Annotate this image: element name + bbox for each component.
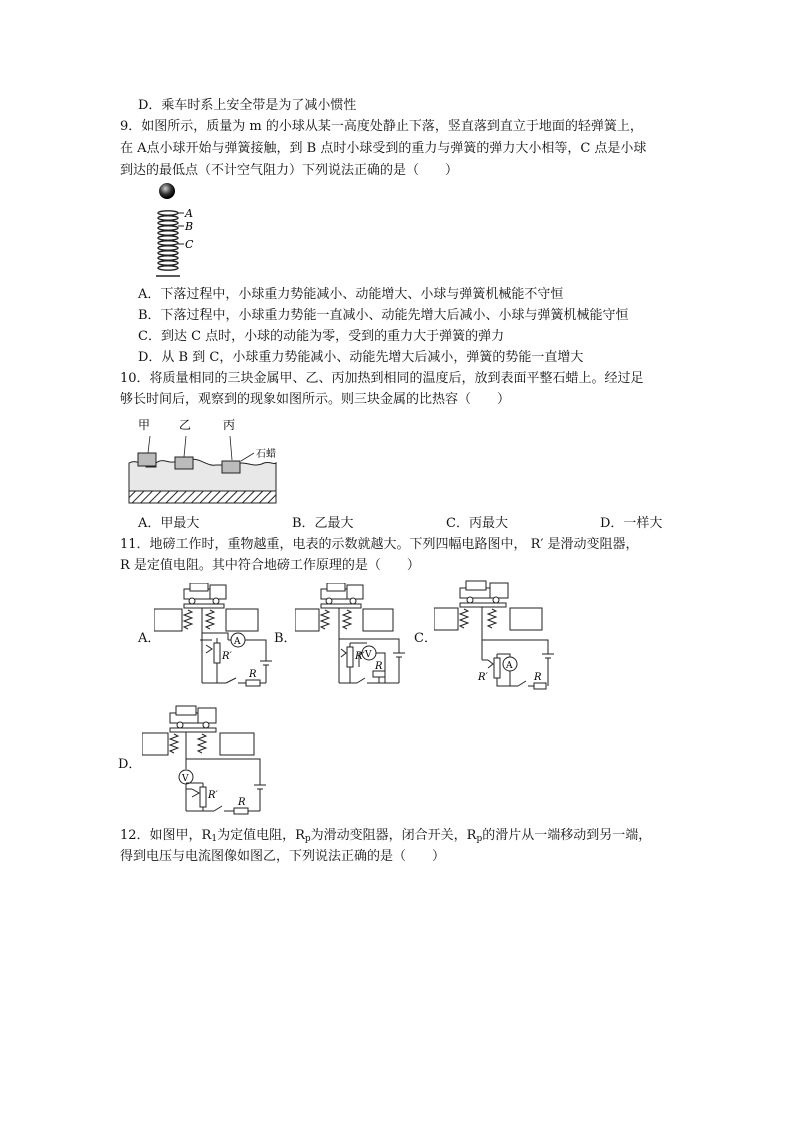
q9-stem-line2: 在 A点小球开始与弹簧接触，到 B 点时小球受到的重力与弹簧的弹力大小相等，C 点是小球 <box>120 141 647 156</box>
svg-text:R: R <box>238 797 246 808</box>
voltmeter-icon: V <box>365 650 372 660</box>
q9-stem-line3: 到达的最低点（不计空气阻力）下列说法正确的是（ ） <box>120 163 459 178</box>
q10-option-d: D．一样大 <box>600 516 663 531</box>
label-jia: 甲 <box>138 418 151 432</box>
svg-text:R′: R′ <box>478 672 488 683</box>
spring-icon <box>158 211 178 270</box>
q11-circuit-a <box>154 583 284 693</box>
svg-text:R: R <box>534 672 542 683</box>
ball-icon <box>159 183 175 199</box>
q9-spring-figure <box>140 180 210 280</box>
q11-label-c: C． <box>414 631 437 646</box>
q11-label-d: D． <box>118 757 142 772</box>
q12-stem-line2: 得到电压与电流图像如图乙，下列说法正确的是（ ） <box>120 849 446 864</box>
label-a: A <box>185 207 193 220</box>
voltmeter-icon: V <box>182 774 189 784</box>
q9-option-b: B．下落过程中，小球重力势能一直减小、动能先增大后减小、小球与弹簧机械能守恒 <box>138 308 629 323</box>
q11-stem-line2: R 是定值电阻。其中符合地磅工作原理的是（ ） <box>120 558 420 573</box>
label-c: C <box>185 238 194 251</box>
q10-stem-line1: 10．将质量相同的三块金属甲、乙、丙加热到相同的温度后，放到表面平整石蜡上。经过足 <box>120 371 644 386</box>
q11-stem-line1: 11．地磅工作时，重物越重，电表的示数就越大。下列四幅电路图中， R′ 是滑动变阻器， <box>120 537 639 552</box>
q9-option-a: A．下落过程中，小球重力势能减小、动能增大、小球与弹簧机械能不守恒 <box>138 287 564 302</box>
metal-yi <box>175 457 193 469</box>
q8-option-d: D．乘车时系上安全带是为了减小惯性 <box>138 98 357 113</box>
label-b: B <box>185 220 194 233</box>
svg-text:R: R <box>375 661 383 672</box>
q10-option-a: A．甲最大 <box>138 516 200 531</box>
q10-wax-figure <box>126 415 286 510</box>
q12-stem-line1: 12．如图甲，$R_1$为定值电阻，$R_p$为滑动变阻器，闭合开关，$R_p$的滑片从一端移动到另一端， <box>120 828 652 844</box>
svg-text:R′: R′ <box>208 790 218 801</box>
q10-stem-line2: 够长时间后，观察到的现象如图所示。则三块金属的比热容（ ） <box>120 392 511 407</box>
label-bing: 丙 <box>223 418 236 432</box>
q9-stem-line1: 9．如图所示，质量为 m 的小球从某一高度处静止下落，竖直落到直立于地面的轻弹簧上， <box>120 119 643 134</box>
q9-option-c: C．到达 C 点时，小球的动能为零，受到的重力大于弹簧的弹力 <box>138 329 505 344</box>
q10-option-b: B．乙最大 <box>292 516 354 531</box>
ammeter-icon: A <box>506 661 513 671</box>
q11-circuit-b <box>295 583 415 693</box>
label-yi: 乙 <box>179 418 192 432</box>
ammeter-icon: A <box>234 637 241 647</box>
svg-text:R: R <box>249 669 257 680</box>
q11-circuit-c <box>434 580 564 692</box>
q9-option-d: D．从 B 到 C，小球重力势能减小、动能先增大后减小，弹簧的势能一直增大 <box>138 350 584 365</box>
svg-text:R′: R′ <box>222 651 232 662</box>
metal-jia <box>138 453 156 466</box>
metal-bing <box>222 461 240 473</box>
q10-option-c: C．丙最大 <box>446 516 508 531</box>
q11-label-a: A． <box>138 631 161 646</box>
q11-circuit-d <box>142 705 272 817</box>
q11-label-b: B． <box>274 631 297 646</box>
svg-text:R′: R′ <box>355 651 365 662</box>
label-wax: 石蜡 <box>256 449 276 460</box>
